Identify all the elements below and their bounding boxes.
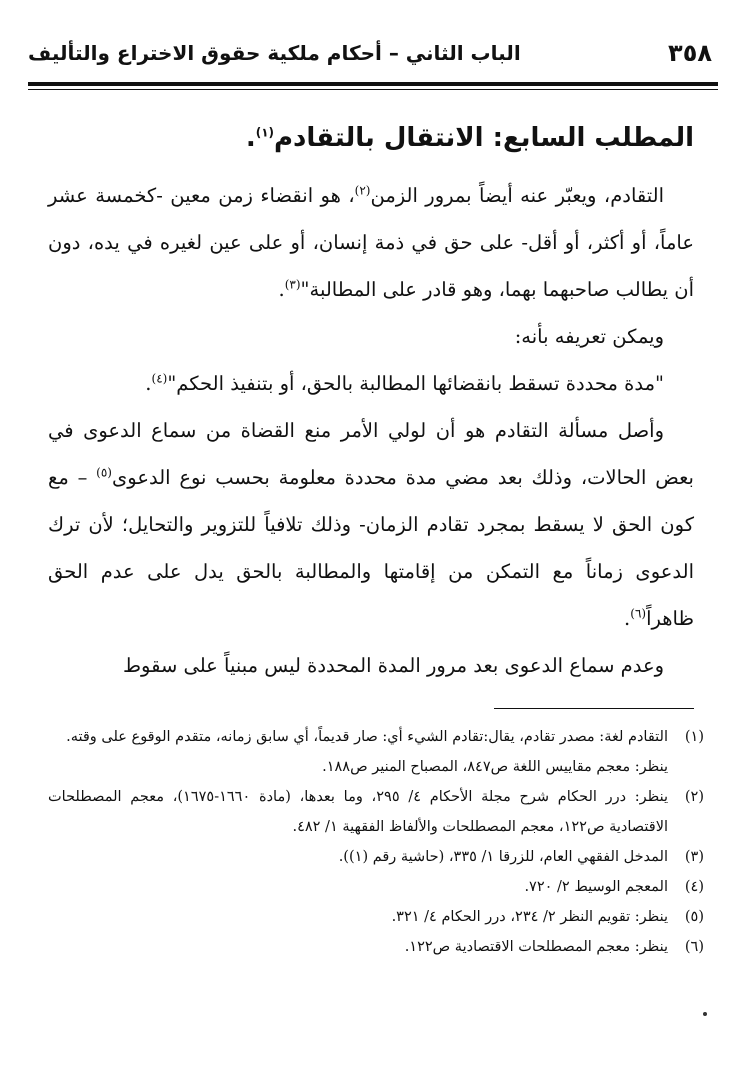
paragraph-text: وعدم سماع الدعوى بعد مرور المدة المحددة ليس مبنياً على سقوط (122, 654, 664, 677)
footnote-number: (٢) (684, 789, 704, 805)
paragraph-origin (48, 407, 694, 642)
running-title: الباب الثاني – أحكام ملكية حقوق الاختراع والتأليف (28, 41, 521, 65)
paragraph-text: وأصل مسألة التقادم هو أن لولي الأمر منع القضاة من سماع الدعوى في بعض الحالات، وذلك بعد مضي مدة محددة معلومة بحسب نوع الدعوى (48, 419, 694, 489)
paragraph-text: ، هو انقضاء زمن معين -كخمسة عشر عاماً، أو أكثر، أو أقل- على حق في ذمة إنسان، أو على عين لغيره في يده، دون أن يطالب صاحبهما بهما، وهو قادر على المطالبة" (48, 184, 694, 301)
paragraph-intro (48, 313, 694, 360)
footnotes (48, 722, 704, 962)
footnote-number: (٦) (684, 939, 704, 955)
paragraph-quote (48, 360, 694, 407)
footnote-ref: (٣) (284, 277, 301, 292)
paragraph-text: "مدة محددة تسقط بانقضائها المطالبة بالحق، أو بتنفيذ الحكم" (167, 372, 664, 395)
paragraph-text: – مع كون الحق لا يسقط بمجرد تقادم الزمان- وذلك تلافياً للتزوير والتحايل؛ لأن ترك الدعوى زماناً مع التمكن من إقامتها والمطالبة بالحق يدل على عدم الحق ظاهراً (48, 466, 694, 630)
ink-dot (703, 1012, 707, 1016)
header-rule-thin (28, 89, 718, 90)
section-heading-text: المطلب السابع: الانتقال بالتقادم (274, 123, 694, 153)
footnote-item (48, 782, 704, 842)
footnote-text: ينظر: درر الحكام شرح مجلة الأحكام ٤/ ٢٩٥، وما بعدها، (مادة ١٦٦٠-١٦٧٥)، معجم المصطلحات الاقتصادية ص١٢٢، معجم المصطلحات والألفاظ الفقهية ١/ ٤٨٢. (48, 789, 668, 835)
footnote-ref: (١) (255, 125, 274, 140)
paragraph-text: . (145, 372, 152, 395)
footnote-text: التقادم لغة: مصدر تقادم، يقال:تقادم الشيء أي: صار قديماً، أي سابق زمانه، متقدم الوقوع على وقته. (66, 729, 668, 745)
footnote-item (48, 932, 704, 962)
footnote-ref: (٤) (151, 371, 168, 386)
footnote-number: (٥) (684, 909, 704, 925)
footnote-ref: (٦) (630, 606, 647, 621)
footnote-ref: (٢) (354, 183, 371, 198)
page-header (28, 28, 718, 78)
footnote-item (48, 872, 704, 902)
footnote-number: (١) (684, 729, 704, 745)
footnote-text: المدخل الفقهي العام، للزرقا ١/ ٣٣٥، (حاشية رقم (١)). (338, 849, 668, 865)
footnote-text: ينظر: معجم المصطلحات الاقتصادية ص١٢٢. (404, 939, 668, 955)
footnote-item (48, 722, 704, 752)
footnote-ref: (٥) (96, 465, 112, 480)
paragraph-text: . (624, 607, 631, 630)
paragraph-continuation (48, 642, 694, 689)
section-heading: المطلب السابع: الانتقال بالتقادم$^{(١)}$. (245, 123, 694, 153)
paragraph-definition (48, 172, 694, 313)
paragraph-text: التقادم، ويعبّر عنه أيضاً بمرور الزمن (370, 184, 664, 207)
footnote-text: المعجم الوسيط ٢/ ٧٢٠. (524, 879, 668, 895)
footnote-item (48, 902, 704, 932)
footnote-number: (٤) (684, 879, 704, 895)
header-rule-thick (28, 82, 718, 86)
footnote-continuation: ينظر: معجم مقاييس اللغة ص٨٤٧، المصباح المنير ص١٨٨. (322, 759, 668, 775)
paragraph-text: ويمكن تعريفه بأنه: (514, 325, 664, 348)
page-number: ٣٥٨ (668, 39, 712, 67)
paragraph-text: . (278, 278, 285, 301)
footnote-text: ينظر: تقويم النظر ٢/ ٢٣٤، درر الحكام ٤/ ٣٢١. (391, 909, 668, 925)
main-text (48, 118, 694, 689)
footnote-number: (٣) (684, 849, 704, 865)
footnote-item (48, 842, 704, 872)
footnote-separator (494, 708, 694, 709)
